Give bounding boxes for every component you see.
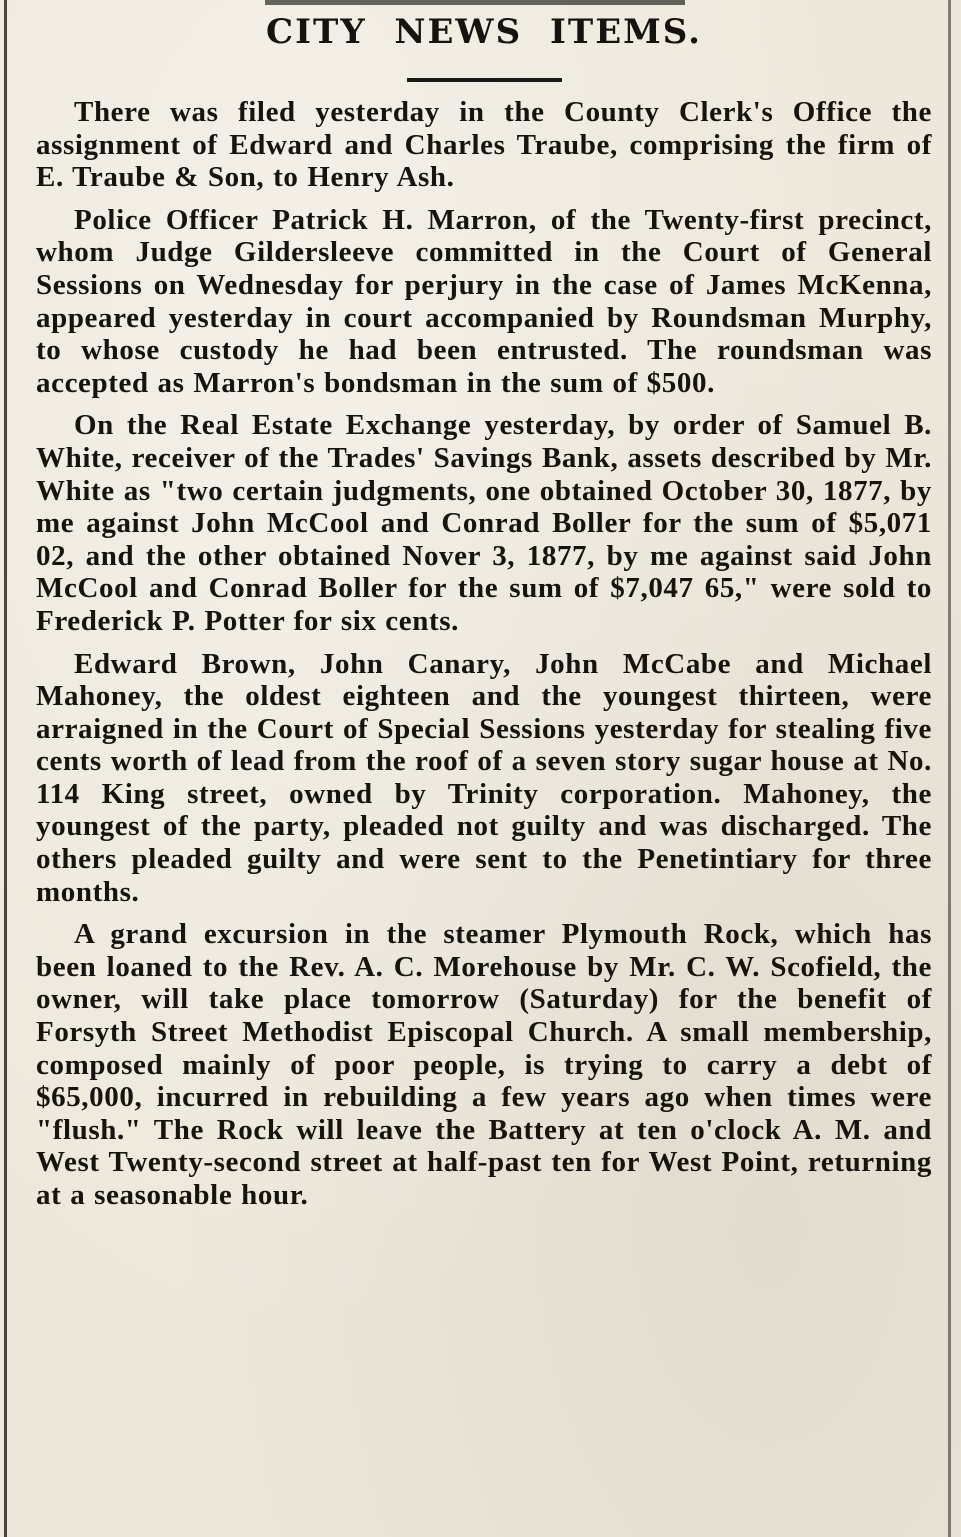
news-item-real-estate: On the Real Estate Exchange yesterday, by order of Samuel B. White, receiver of the Trades' Savings Bank, assets described by Mr. White as "two certain judgments, one obtained October 30, 1877, by me against John McCool and Conrad Boller for the sum of $5,071 02, and the other obtained Nover 3, 1877, by me against said John McCool and Conrad Boller for the sum of $7,047 65," were sold to Frederick P. Potter for six cents. [36, 409, 932, 637]
news-item-marron: Police Officer Patrick H. Marron, of the Twenty-first precinct, whom Judge Gildersleeve committed in the Court of General Sessions on Wednesday for perjury in the case of James McKenna, appeared yesterday in court accompanied by Roundsman Murphy, to whose custody he had been entrusted. The roundsman was accepted as Marron's bondsman in the sum of $500. [36, 203, 932, 399]
article-headline: CITY NEWS ITEMS. [266, 12, 702, 52]
top-border-rule [265, 0, 685, 5]
article-column [36, 10, 932, 1222]
news-item-lead-theft: Edward Brown, John Canary, John McCabe and Michael Mahoney, the oldest eighteen and the youngest thirteen, were arraigned in the Court of Special Sessions yesterday for stealing five cents worth of lead from the roof of a seven story sugar house at No. 114 King street, owned by Trinity corporation. Mahoney, the youngest of the party, pleaded not guilty and was discharged. The others pleaded guilty and were sent to the Penetintiary for three months. [36, 647, 932, 908]
news-item-assignment: There was filed yesterday in the County Clerk's Office the assignment of Edward and Charles Traube, comprising the firm of E. Traube & Son, to Henry Ash. [36, 96, 932, 194]
left-column-rule [4, 0, 7, 1537]
right-column-rule [948, 0, 951, 1537]
headline-divider [407, 78, 562, 82]
news-item-excursion: A grand excursion in the steamer Plymouth Rock, which has been loaned to the Rev. A. C. Morehouse by Mr. C. W. Scofield, the owner, will take place tomorrow (Saturday) for the benefit of Forsyth Street Methodist Episcopal Church. A small membership, composed mainly of poor people, is trying to carry a debt of $65,000, incurred in rebuilding a few years ago when times were "flush." The Rock will leave the Battery at ten o'clock A. M. and West Twenty-second street at half-past ten for West Point, returning at a seasonable hour. [36, 918, 932, 1211]
